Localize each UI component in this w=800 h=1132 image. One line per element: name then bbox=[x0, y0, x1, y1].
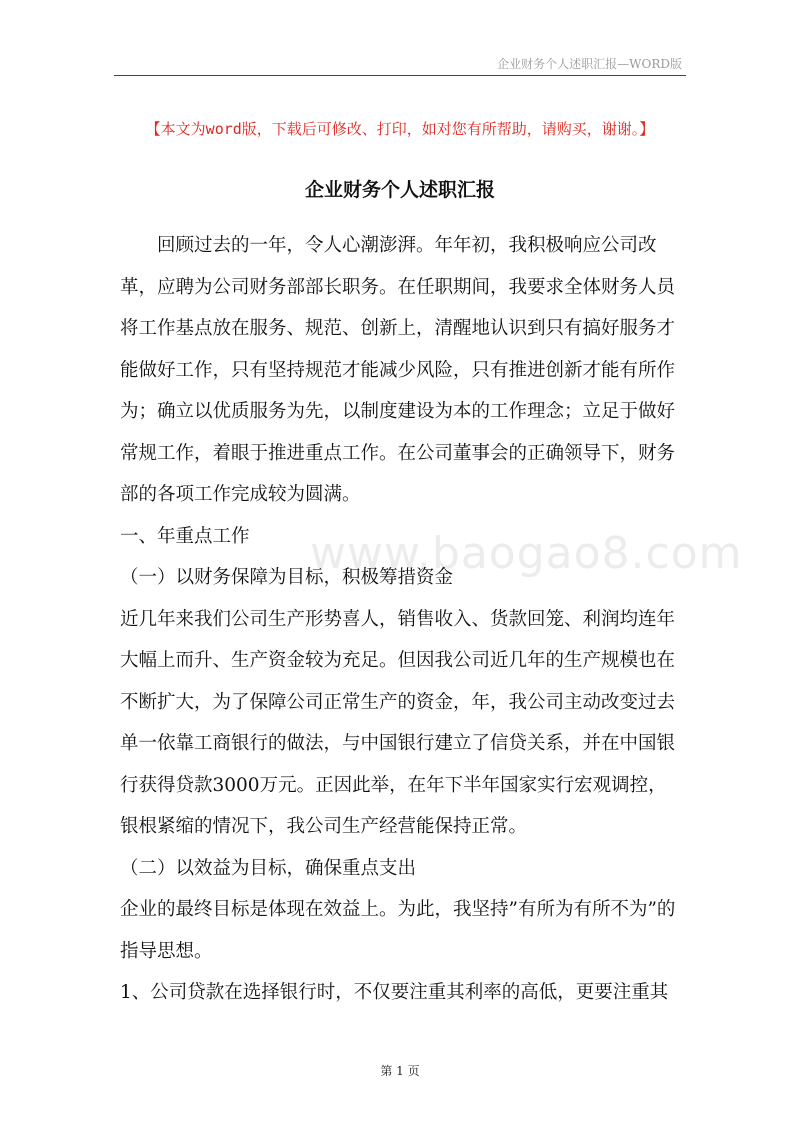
section-heading: 一、年重点工作 bbox=[120, 525, 250, 547]
document-title: 企业财务个人述职汇报 bbox=[304, 179, 495, 201]
subsection-heading: （二）以效益为目标，确保重点支出 bbox=[120, 857, 417, 879]
body-paragraph: 近几年来我们公司生产形势喜人，销售收入、货款回笼、利润均连年大幅上而升、生产资金较为充足。但因我公司近几年的生产规模也在不断扩大，为了保障公司正常生产的资金，年，我公司主动改变过去单一依靠工商银行的做法，与中国银行建立了信贷关系，并在中国银行获得贷款3000万元。正因此举，在年下半年国家实行宏观调控，银根紧缩的情况下，我公司生产经营能保持正常。 bbox=[120, 608, 676, 837]
watermark: www.baogao8.com bbox=[310, 528, 743, 579]
running-header: 企业财务个人述职汇报—WORD版 bbox=[497, 57, 682, 71]
purchase-notice: 【本文为word版，下载后可修改、打印，如对您有所帮助，请购买，谢谢。】 bbox=[145, 120, 655, 138]
header-divider bbox=[114, 75, 686, 76]
body-paragraph: 企业的最终目标是体现在效益上。为此，我坚持”有所为有所不为”的指导思想。 bbox=[120, 899, 676, 962]
list-item: 1、公司贷款在选择银行时，不仅要注重其利率的高低，更要注重其 bbox=[120, 982, 669, 1003]
page-number: 第 1 页 bbox=[380, 1064, 420, 1078]
subsection-heading: （一）以财务保障为目标，积极筹措资金 bbox=[120, 567, 454, 588]
document-body bbox=[120, 225, 685, 1014]
intro-paragraph: 回顾过去的一年，令人心潮澎湃。年年初，我积极响应公司改革，应聘为公司财务部部长职务。在任职期间，我要求全体财务人员将工作基点放在服务、规范、创新上，清醒地认识到只有搞好服务才能做好工作，只有坚持规范才能减少风险，只有推进创新才能有所作为；确立以优质服务为先，以制度建设为本的工作理念；立足于做好常规工作，着眼于推进重点工作。在公司董事会的正确领导下，财务部的各项工作完成较为圆满。 bbox=[120, 235, 676, 505]
